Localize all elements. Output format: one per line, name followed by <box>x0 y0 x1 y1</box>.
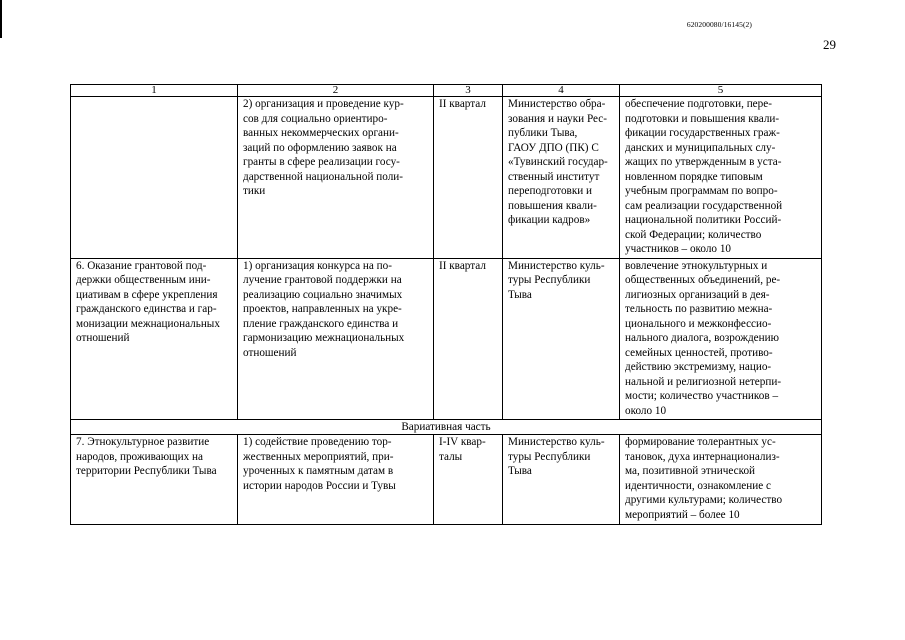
table-row <box>71 435 822 525</box>
header-row <box>71 85 822 97</box>
header-cell: 1 <box>71 85 238 97</box>
event-name-cell: 6. Оказание грантовой под- держки общественным ини- циативам в сфере укрепления гражданского единства и гар- монизации межнациональных отношений <box>71 258 238 420</box>
executor-cell: Министерство обра- зования и науки Рес- публики Тыва, ГАОУ ДПО (ПК) С «Тувинский государ- ственный институт переподготовки и повышения квали- фикации кадров» <box>503 97 620 259</box>
header-cell: 2 <box>238 85 434 97</box>
page-number: 29 <box>823 37 836 52</box>
document-id: 620200080/16145(2) <box>686 20 752 29</box>
header-cell: 4 <box>503 85 620 97</box>
period-cell: II квартал <box>434 258 503 420</box>
result-cell: формирование толерантных ус- тановок, духа интернационализ- ма, позитивной этнической идентичности, ознакомление с другими культурами; количество мероприятий – более 10 <box>620 435 822 525</box>
table-row <box>71 258 822 420</box>
scan-edge-mark <box>0 0 2 38</box>
activity-cell: 1) содействие проведению тор- жественных мероприятий, при- уроченных к памятным датам в истории народов России и Тувы <box>238 435 434 525</box>
section-title: Вариативная часть <box>71 420 822 435</box>
executor-cell: Министерство куль- туры Республики Тыва <box>503 258 620 420</box>
activity-cell: 1) организация конкурса на по- лучение грантовой поддержки на реализацию социально значимых проектов, направленных на укре- пление гражданского единства и гармонизацию межнациональных отношений <box>238 258 434 420</box>
event-name-cell: 7. Этнокультурное развитие народов, проживающих на территории Республики Тыва <box>71 435 238 525</box>
event-name-cell <box>71 97 238 259</box>
header-cell: 3 <box>434 85 503 97</box>
section-row <box>71 420 822 435</box>
executor-cell: Министерство куль- туры Республики Тыва <box>503 435 620 525</box>
result-cell: обеспечение подготовки, пере- подготовки и повышения квали- фикации государственных граж- данских и муниципальных слу- жащих по утвержденным в уста- новленном порядке типовым учебным программам по вопро- сам реализации государственной национальной политики Россий- ской Федерации; количество участников – около 10 <box>620 97 822 259</box>
events-table <box>70 84 822 525</box>
result-cell: вовлечение этнокультурных и общественных объединений, ре- лигиозных организаций в дея- тельность по развитию межна- ционального и межконфессио- нального диалога, возрождению семейных ценностей, противо- действию экстремизму, нацио- нальной и религиозной нетерпи- мости; количество участников – около 10 <box>620 258 822 420</box>
period-cell: I-IV квар- талы <box>434 435 503 525</box>
header-cell: 5 <box>620 85 822 97</box>
table-row <box>71 97 822 259</box>
activity-cell: 2) организация и проведение кур- сов для социально ориентиро- ванных некоммерческих органи- заций по оформлению заявок на гранты в сфере реализации госу- дарственной национальной поли- тики <box>238 97 434 259</box>
period-cell: II квартал <box>434 97 503 259</box>
